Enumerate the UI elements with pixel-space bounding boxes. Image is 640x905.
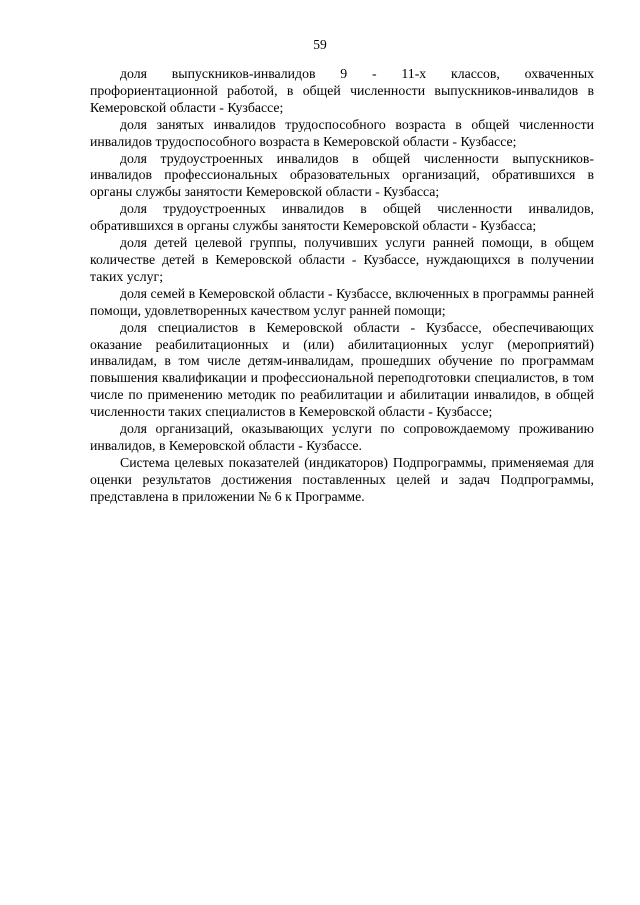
paragraph-indicator-system: Система целевых показателей (индикаторов) Подпрограммы, применяемая для оценки результатов достижения поставленных целей и задач Подпрограммы, представлена в приложении № 6 к Программе. xyxy=(90,454,594,504)
body-text xyxy=(90,66,594,506)
paragraph-employed-applicants: доля трудоустроенных инвалидов в общей численности инвалидов, обратившихся в органы службы занятости Кемеровской области - Кузбасса; xyxy=(90,201,594,234)
page-number: 59 xyxy=(313,37,327,52)
paragraph-early-help-families: доля семей в Кемеровской области - Кузбассе, включенных в программы ранней помощи, удовлетворенных качеством услуг ранней помощи; xyxy=(90,285,594,318)
paragraph-graduates-career-guidance: доля выпускников-инвалидов 9 - 11-х классов, охваченных профориентационной работой, в общей численности выпускников-инвалидов в Кемеровской области - Кузбассе; xyxy=(90,66,594,115)
paragraph-employed-graduates: доля трудоустроенных инвалидов в общей численности выпускников-инвалидов профессиональных образовательных организаций, обратившихся в органы службы занятости Кемеровской области - Кузбасса; xyxy=(90,150,594,200)
paragraph-supported-living: доля организаций, оказывающих услуги по сопровождаемому проживанию инвалидов, в Кемеровской области - Кузбассе. xyxy=(90,421,594,453)
paragraph-employed-working-age: доля занятых инвалидов трудоспособного возраста в общей численности инвалидов трудоспособного возраста в Кемеровской области - Кузбассе; xyxy=(90,116,594,149)
paragraph-specialists-training: доля специалистов в Кемеровской области - Кузбассе, обеспечивающих оказание реабилитационных и (или) абилитационных услуг (мероприятий) инвалидам, в том числе детям-инвалидам, прошедших обучение по программам повышения квалификации и профессиональной переподготовки специалистов, в том числе по применению методик по реабилитации и абилитации инвалидов, в общей численности таких специалистов в Кемеровской области - Кузбассе; xyxy=(90,319,594,420)
paragraph-early-help-children: доля детей целевой группы, получивших услуги ранней помощи, в общем количестве детей в Кемеровской области - Кузбассе, нуждающихся в получении таких услуг; xyxy=(90,235,594,284)
